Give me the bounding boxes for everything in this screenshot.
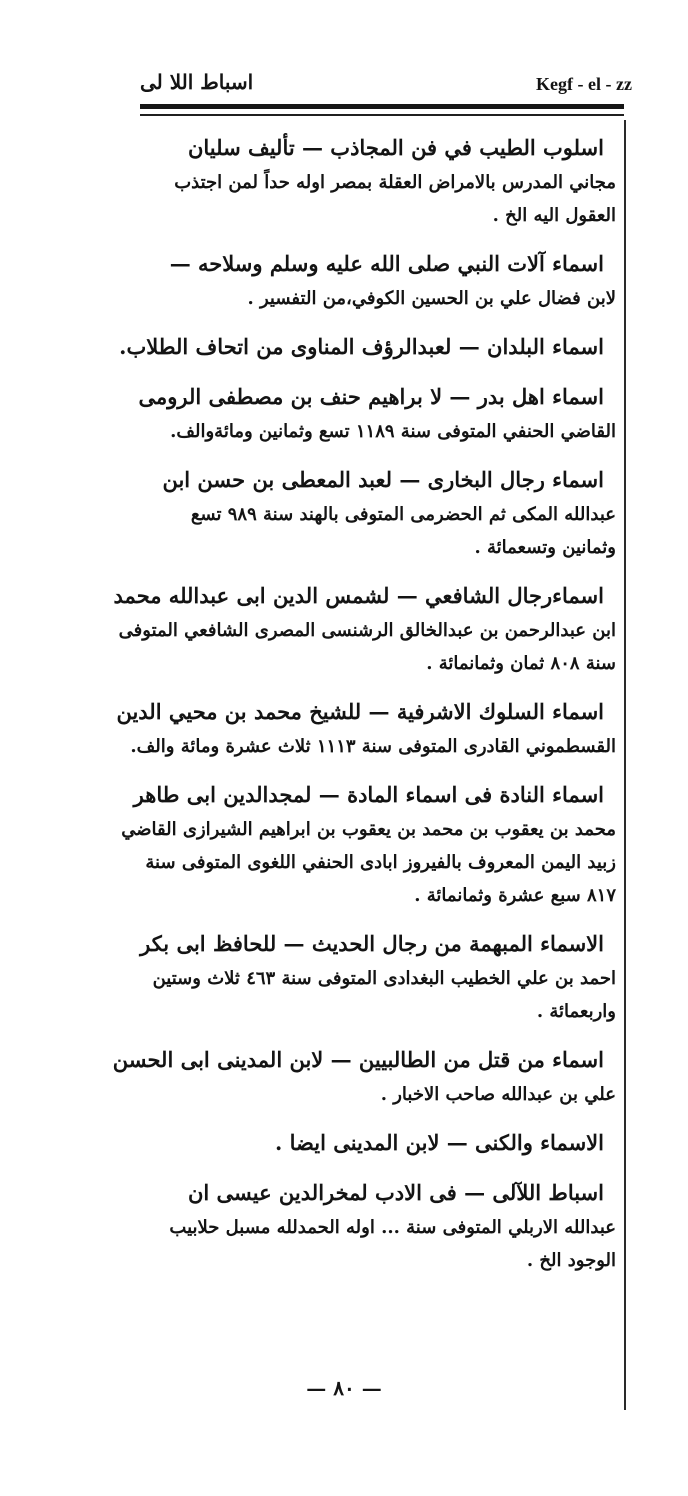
entry-text-line: القاضي الحنفي المتوفى سنة ١١٨٩ تسع وثمانين ومائةوالف. [170, 421, 616, 442]
entry [138, 379, 616, 448]
entry-heading: اسماءرجال الشافعي — لشمس الدين ابى عبدالله محمد [113, 583, 604, 608]
entry-text-line: ابن عبدالرحمن بن عبدالخالق الرشنسى المصرى الشافعي المتوفى [118, 620, 616, 641]
entry-heading: الاسماء والكنى — لابن المدينى ايضا . [275, 1130, 604, 1155]
entry [150, 130, 616, 232]
entry-heading: اسباط اللآلى — فى الادب لمخرالدين عيسى ان [187, 1180, 604, 1205]
entry-text-line: عبدالله الاربلي المتوفى سنة ... اوله الحمدلله مسبل حلابيب [169, 1217, 616, 1238]
entry-heading: اسماء السلوك الاشرفية — للشيخ محمد بن محيي الدين [116, 699, 604, 724]
entry-heading: اسماء النادة فى اسماء المادة — لمجدالدين ابى طاهر [133, 782, 604, 807]
entry-text-line: لابن فضال علي بن الحسين الكوفي،من التفسير . [247, 288, 616, 309]
page-number: — ٨٠ — [306, 1376, 382, 1400]
entry-text-line: سنة ٨٠٨ ثمان وثمانمائة . [426, 653, 616, 674]
entry-heading: الاسماء المبهمة من رجال الحديث — للحافظ ابى بكر [140, 931, 604, 956]
entry [116, 694, 616, 763]
entry-heading: اسماء اهل بدر — لا براهيم حنف بن مصطفى الرومى [138, 384, 604, 409]
entry-text-line: العقول اليه الخ . [492, 205, 616, 226]
entry-text-line: وثمانين وتسعمائة . [474, 537, 616, 558]
entry [121, 777, 616, 912]
entry [112, 1042, 616, 1111]
margin-line [624, 120, 626, 1410]
entry-heading: اسماء رجال البخارى — لعبد المعطى بن حسن ابن [162, 467, 604, 492]
entry [150, 462, 616, 564]
entry-text-line: محمد بن يعقوب بن محمد بن يعقوب بن ابراهيم الشيرازى القاضي [121, 819, 616, 840]
entry-text-line: علي بن عبدالله صاحب الاخبار . [380, 1084, 616, 1105]
entry-heading: اسماء آلات النبي صلى الله عليه وسلم وسلاحه — [169, 251, 604, 276]
entry-text-line: القسطموني القادرى المتوفى سنة ١١١٣ ثلاث عشرة ومائة والف. [130, 736, 616, 757]
entry-text-line: زبيد اليمن المعروف بالفيروز ابادى الحنفي اللغوى المتوفى سنة [145, 852, 616, 873]
entry-list [112, 130, 616, 1291]
running-header-title: اسباط اللا لى [140, 70, 254, 94]
entry-text-line: عبدالله المكى ثم الحضرمى المتوفى بالهند سنة ٩٨٩ تسع [190, 504, 616, 525]
running-header-latin: Kegf - el - zz [536, 74, 632, 94]
entry [113, 578, 616, 680]
entry-text-line: مجاني المدرس بالامراض العقلة بمصر اوله حداً لمن اجتذب [174, 172, 616, 193]
entry-text-line: احمد بن علي الخطيب البغدادى المتوفى سنة ٤٦٣ ثلاث وستين [152, 968, 616, 989]
entry [150, 1175, 616, 1277]
entry [150, 246, 616, 315]
entry-heading: اسماء من قتل من الطالبيين — لابن المدينى ابى الحسن [112, 1047, 604, 1072]
entry-heading: اسماء البلدان — لعبدالرؤف المناوى من اتحاف الطلاب. [119, 334, 604, 359]
entry-text-line: ٨١٧ سبع عشرة وثمانمائة . [414, 885, 616, 906]
header-rule-thin [140, 114, 624, 116]
entry-text-line: واربعمائة . [536, 1001, 616, 1022]
entry-heading: اسلوب الطيب في فن المجاذب — تأليف سليان [187, 135, 604, 160]
entry [150, 1125, 616, 1161]
entry [119, 329, 616, 365]
entry-text-line: الوجود الخ . [526, 1250, 616, 1271]
entry [140, 926, 616, 1028]
header-rule-thick [140, 104, 624, 109]
